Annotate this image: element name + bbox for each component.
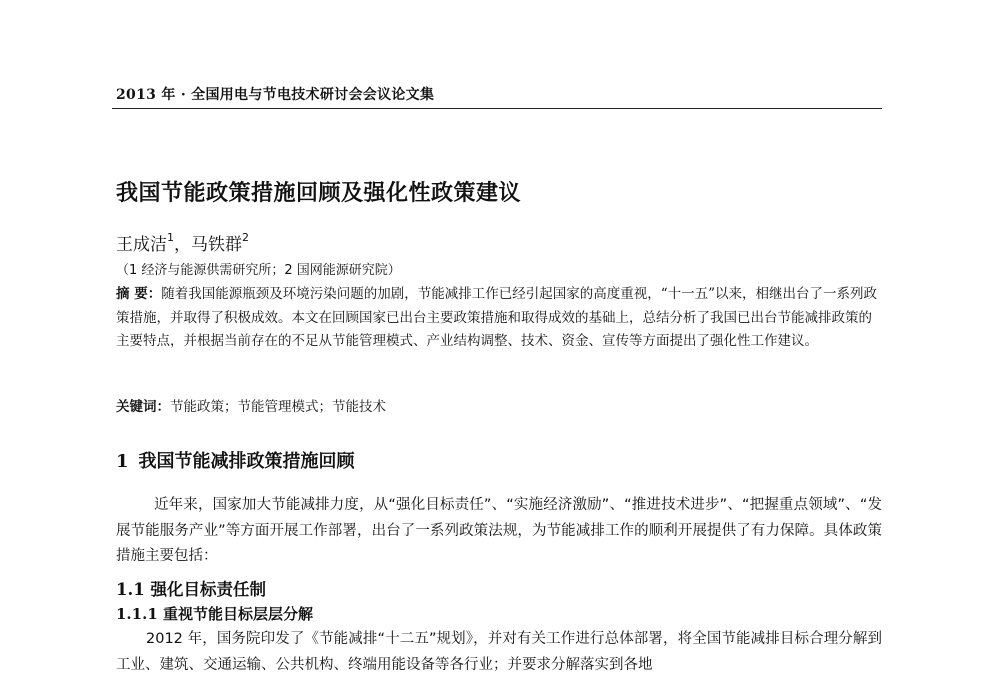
abstract (116, 283, 882, 354)
keywords-label: 关键词： (116, 399, 170, 415)
section-heading (116, 447, 355, 473)
header-rule (112, 108, 882, 109)
author-name: 马铁群 (191, 235, 242, 255)
body-paragraph: 近年来，国家加大节能减排力度，从“强化目标责任”、“实施经济激励”、“推进技术进步”、“把握重点领域”、“发展节能服务产业”等方面开展工作部署，出台了一系列政策法规，为节能减排工作的顺利开展提供了有力保障。具体政策措施主要包括： (116, 497, 882, 564)
running-header: 2013 年 · 全国用电与节电技术研讨会会议论文集 (116, 87, 435, 103)
author-name: 王成洁 (116, 235, 167, 255)
section-number: 1 (116, 451, 129, 472)
section-title: 我国节能减排政策措施回顾 (138, 451, 355, 472)
subsubsection-heading: 1.1.1 重视节能目标层层分解 (116, 605, 313, 623)
author-separator: ， (174, 235, 191, 255)
body-paragraph: 2012 年，国务院印发了《节能减排“十二五”规划》，并对有关工作进行总体部署，将全国节能减排目标合理分解到工业、建筑、交通运输、公共机构、终端用能设备等各行业；并要求分解落实到各地 (116, 631, 882, 673)
keywords-text: 节能政策；节能管理模式；节能技术 (170, 399, 386, 415)
author-line (116, 230, 249, 255)
author-affil-mark: 2 (242, 231, 249, 245)
abstract-label: 摘 要： (116, 286, 162, 302)
abstract-text: 随着我国能源瓶颈及环境污染问题的加剧，节能减排工作已经引起国家的高度重视，“十一五”以来，相继出台了一系列政策措施，并取得了积极成效。本文在回顾国家已出台主要政策措施和取得成效的基础上，总结分析了我国已出台节能减排政策的主要特点，并根据当前存在的不足从节能管理模式、产业结构调整、技术、资金、宣传等方面提出了强化性工作建议。 (116, 286, 878, 350)
subsection-heading: 1.1 强化目标责任制 (116, 580, 266, 599)
keywords (116, 395, 386, 415)
affiliation-line: （1 经济与能源供需研究所；2 国网能源研究院） (116, 263, 401, 278)
author-affil-mark: 1 (167, 231, 174, 245)
paper-title: 我国节能政策措施回顾及强化性政策建议 (116, 180, 522, 206)
